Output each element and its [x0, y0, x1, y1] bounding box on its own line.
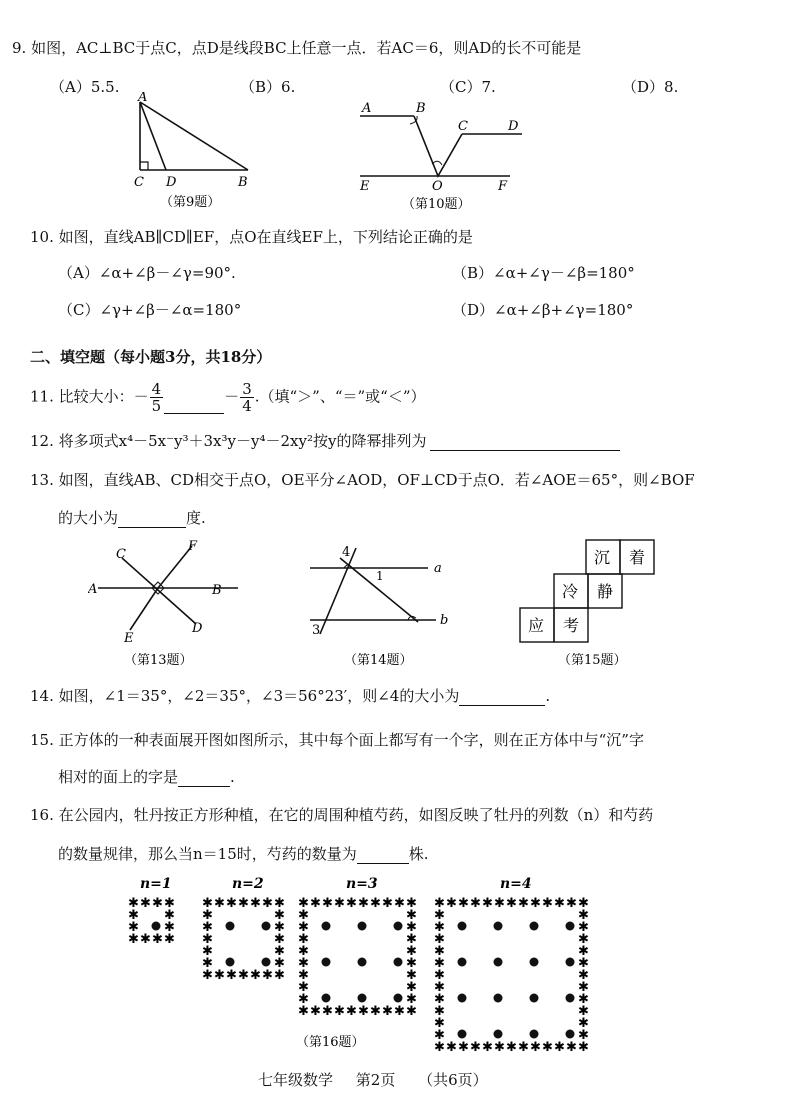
shaoyao-mark: ✱: [406, 932, 417, 947]
q14: [30, 685, 550, 706]
q16-line1: 16. 在公园内，牡丹按正方形种植，在它的周围种植芍药，如图反映了牡丹的列数（n）和芍药: [30, 806, 654, 824]
q10-option-b: （B）∠α+∠γ－∠β=180°: [452, 264, 635, 282]
shaoyao-mark: ✱: [406, 1004, 417, 1019]
mudan-dot: [530, 994, 539, 1003]
q9-label-b: B: [238, 175, 248, 190]
q14-caption: （第14题）: [344, 653, 413, 668]
q15-line2: [58, 766, 235, 787]
mudan-dot: [566, 958, 575, 967]
shaoyao-mark: ✱: [578, 920, 589, 935]
page-footer: [258, 1069, 488, 1090]
shaoyao-mark: ✱: [238, 896, 249, 911]
shaoyao-mark: ✱: [202, 920, 213, 935]
shaoyao-mark: ✱: [494, 1040, 505, 1052]
shaoyao-mark: ✱: [310, 896, 321, 911]
shaoyao-mark: ✱: [298, 992, 309, 1007]
q10-label-o: O: [432, 179, 443, 194]
shaoyao-mark: ✱: [458, 1040, 469, 1052]
shaoyao-mark: ✱: [358, 1004, 369, 1019]
shaoyao-mark: ✱: [566, 1040, 577, 1052]
shaoyao-mark: ✱: [406, 908, 417, 923]
mudan-dot: [566, 922, 575, 931]
q14-label-3: 3: [312, 623, 321, 638]
shaoyao-mark: ✱: [578, 980, 589, 995]
shaoyao-mark: ✱: [202, 932, 213, 947]
mudan-dot: [494, 994, 503, 1003]
q10-option-a: （A）∠α+∠β－∠γ=90°.: [58, 264, 236, 282]
q11-answer-blank[interactable]: [164, 399, 224, 414]
shaoyao-mark: ✱: [152, 932, 163, 947]
q15-line2-prefix: 相对的面上的字是: [58, 768, 179, 786]
shaoyao-mark: ✱: [152, 896, 163, 911]
shaoyao-mark: ✱: [494, 896, 505, 911]
q14-label-1: 1: [376, 569, 384, 583]
shaoyao-mark: ✱: [262, 896, 273, 911]
q10-label-c: C: [458, 119, 468, 134]
q10-label-b: B: [416, 101, 426, 116]
q16-caption: （第16题）: [296, 1035, 365, 1050]
q10-label-f: F: [498, 179, 508, 194]
shaoyao-mark: ✱: [274, 944, 285, 959]
shaoyao-mark: ✱: [506, 1040, 517, 1052]
q15-face-chen: 沉: [594, 548, 611, 567]
shaoyao-mark: ✱: [434, 1040, 445, 1052]
q13-label-d: D: [192, 621, 203, 636]
shaoyao-mark: ✱: [542, 896, 553, 911]
q15-face-leng: 冷: [562, 582, 579, 601]
q10-stem: 10. 如图，直线AB∥CD∥EF，点O在直线EF上，下列结论正确的是: [30, 228, 473, 246]
shaoyao-mark: ✱: [482, 896, 493, 911]
footer-subject: 七年级数学: [258, 1071, 334, 1089]
shaoyao-mark: ✱: [310, 1004, 321, 1019]
q14-label-4: 4: [342, 545, 351, 560]
shaoyao-mark: ✱: [518, 1040, 529, 1052]
mudan-dot: [458, 994, 467, 1003]
mudan-dot: [458, 958, 467, 967]
q13-label-c: C: [116, 547, 126, 562]
shaoyao-mark: ✱: [434, 920, 445, 935]
q16-answer-blank[interactable]: [357, 849, 409, 864]
shaoyao-mark: ✱: [322, 896, 333, 911]
q9-label-d: D: [166, 175, 177, 190]
q10-label-a: A: [362, 101, 372, 116]
shaoyao-mark: ✱: [214, 896, 225, 911]
shaoyao-mark: ✱: [434, 980, 445, 995]
shaoyao-mark: ✱: [334, 896, 345, 911]
mudan-dot: [262, 958, 271, 967]
mudan-dot: [322, 958, 331, 967]
q9-option-d: （D）8.: [622, 78, 679, 96]
q13-line2: [58, 507, 206, 528]
shaoyao-mark: ✱: [298, 980, 309, 995]
shaoyao-mark: ✱: [434, 1028, 445, 1043]
shaoyao-mark: ✱: [578, 968, 589, 983]
shaoyao-mark: ✱: [434, 968, 445, 983]
q13-caption: （第13题）: [124, 653, 193, 668]
mudan-dot: [494, 1030, 503, 1039]
shaoyao-mark: ✱: [406, 896, 417, 911]
shaoyao-mark: ✱: [578, 992, 589, 1007]
q16-line2-suffix: 株.: [408, 845, 429, 863]
mudan-dot: [226, 958, 235, 967]
q15-caption: （第15题）: [558, 653, 627, 668]
shaoyao-mark: ✱: [434, 944, 445, 959]
shaoyao-mark: ✱: [554, 1040, 565, 1052]
shaoyao-mark: ✱: [578, 1016, 589, 1031]
shaoyao-mark: ✱: [530, 896, 541, 911]
q15-line2-suffix: .: [230, 768, 235, 786]
q11-prefix: 11. 比较大小：－: [30, 387, 149, 406]
q14-text: 14. 如图，∠1＝35°，∠2＝35°，∠3＝56°23′，则∠4的大小为: [30, 687, 460, 705]
q10-option-d: （D）∠α+∠β+∠γ=180°: [452, 301, 634, 319]
shaoyao-mark: ✱: [346, 896, 357, 911]
q13-figure: [88, 536, 248, 668]
q15-line1: 15. 正方体的一种表面展开图如图所示，其中每个面上都写有一个字，则在正方体中与“沉”字: [30, 731, 644, 749]
q12: [30, 430, 620, 451]
q11-fraction-1: $\frac{4}{5}$: [151, 380, 162, 415]
shaoyao-mark: ✱: [202, 908, 213, 923]
q13-line2-prefix: 的大小为: [58, 509, 119, 527]
shaoyao-mark: ✱: [578, 1004, 589, 1019]
shaoyao-mark: ✱: [446, 896, 457, 911]
shaoyao-mark: ✱: [406, 968, 417, 983]
shaoyao-mark: ✱: [298, 908, 309, 923]
q15-face-jing: 静: [597, 582, 614, 601]
shaoyao-mark: ✱: [164, 920, 175, 935]
mudan-dot: [358, 958, 367, 967]
shaoyao-mark: ✱: [140, 932, 151, 947]
shaoyao-mark: ✱: [298, 1004, 309, 1019]
q14-figure: [300, 540, 460, 668]
shaoyao-mark: ✱: [164, 908, 175, 923]
q15-face-zhe: 着: [629, 548, 646, 567]
shaoyao-mark: ✱: [482, 1040, 493, 1052]
q11-suffix: .（填“＞”、“＝”或“＜”）: [254, 387, 426, 406]
shaoyao-mark: ✱: [274, 908, 285, 923]
q9-option-c: （C）7.: [440, 78, 496, 96]
q10-option-c: （C）∠γ+∠β－∠α=180°: [58, 301, 242, 319]
q9-label-a: A: [138, 92, 148, 105]
mudan-dot: [394, 994, 403, 1003]
shaoyao-mark: ✱: [226, 968, 237, 983]
shaoyao-mark: ✱: [394, 896, 405, 911]
shaoyao-mark: ✱: [334, 1004, 345, 1019]
q9-figure: [120, 92, 270, 214]
mudan-dot: [458, 1030, 467, 1039]
shaoyao-mark: ✱: [578, 944, 589, 959]
mudan-dot: [394, 958, 403, 967]
mudan-dot: [566, 1030, 575, 1039]
q14-label-b: b: [440, 613, 449, 628]
shaoyao-mark: ✱: [274, 932, 285, 947]
shaoyao-mark: ✱: [250, 896, 261, 911]
q12-answer-blank[interactable]: [430, 436, 620, 451]
q14-answer-blank[interactable]: [459, 691, 545, 706]
mudan-dot: [358, 922, 367, 931]
shaoyao-mark: ✱: [202, 956, 213, 971]
shaoyao-mark: ✱: [238, 968, 249, 983]
shaoyao-mark: ✱: [518, 896, 529, 911]
q15-face-kao: 考: [563, 616, 580, 635]
mudan-dot: [322, 994, 331, 1003]
q16-line2: [58, 843, 429, 864]
q16-line2-prefix: 的数量规律，那么当n＝15时，芍药的数量为: [58, 845, 357, 863]
shaoyao-mark: ✱: [298, 944, 309, 959]
shaoyao-mark: ✱: [406, 944, 417, 959]
footer-page: 第2页: [355, 1071, 396, 1089]
shaoyao-mark: ✱: [458, 896, 469, 911]
shaoyao-mark: ✱: [370, 896, 381, 911]
mudan-dot: [494, 922, 503, 931]
shaoyao-mark: ✱: [274, 968, 285, 983]
shaoyao-mark: ✱: [164, 932, 175, 947]
q9-stem: 9. 如图，AC⊥BC于点C，点D是线段BC上任意一点．若AC＝6，则AD的长不可能是: [12, 39, 582, 57]
shaoyao-mark: ✱: [128, 896, 139, 911]
shaoyao-mark: ✱: [128, 932, 139, 947]
q16-panel-label: n=2: [232, 876, 264, 892]
shaoyao-mark: ✱: [578, 932, 589, 947]
q13-label-f: F: [188, 539, 198, 554]
shaoyao-mark: ✱: [370, 1004, 381, 1019]
mudan-dot: [394, 922, 403, 931]
q14-suffix: .: [545, 687, 551, 705]
q11-fraction-2: $\frac{3}{4}$: [242, 380, 252, 415]
shaoyao-mark: ✱: [578, 908, 589, 923]
q11: [30, 381, 426, 414]
section-title-fill-in: 二、填空题（每小题3分，共18分）: [30, 348, 272, 366]
q10-label-d: D: [508, 119, 519, 134]
q13-line2-suffix: 度.: [186, 509, 206, 527]
shaoyao-mark: ✱: [470, 896, 481, 911]
q9-option-b: （B）6.: [240, 78, 296, 96]
shaoyao-mark: ✱: [298, 968, 309, 983]
q13-label-e: E: [124, 631, 134, 646]
shaoyao-mark: ✱: [406, 956, 417, 971]
shaoyao-mark: ✱: [164, 896, 175, 911]
shaoyao-mark: ✱: [382, 896, 393, 911]
shaoyao-mark: ✱: [506, 896, 517, 911]
mudan-dot: [530, 1030, 539, 1039]
shaoyao-mark: ✱: [274, 896, 285, 911]
q15-figure: [516, 536, 686, 668]
q16-panel-label: n=4: [500, 876, 532, 892]
shaoyao-mark: ✱: [128, 920, 139, 935]
shaoyao-mark: ✱: [530, 1040, 541, 1052]
shaoyao-mark: ✱: [434, 1016, 445, 1031]
shaoyao-mark: ✱: [578, 1040, 589, 1052]
mudan-dot: [530, 922, 539, 931]
q11-mid: －: [224, 387, 240, 406]
q15-answer-blank[interactable]: [178, 772, 230, 787]
q9-label-c: C: [134, 175, 144, 190]
q10-label-e: E: [360, 179, 370, 194]
shaoyao-mark: ✱: [346, 1004, 357, 1019]
q9-caption: （第9题）: [160, 195, 221, 210]
shaoyao-mark: ✱: [470, 1040, 481, 1052]
q13-answer-blank[interactable]: [118, 513, 186, 528]
mudan-dot: [358, 994, 367, 1003]
shaoyao-mark: ✱: [578, 1028, 589, 1043]
shaoyao-mark: ✱: [406, 920, 417, 935]
shaoyao-mark: ✱: [554, 896, 565, 911]
shaoyao-mark: ✱: [274, 920, 285, 935]
shaoyao-mark: ✱: [434, 908, 445, 923]
shaoyao-mark: ✱: [434, 932, 445, 947]
shaoyao-mark: ✱: [434, 896, 445, 911]
q15-face-ying: 应: [528, 616, 545, 635]
shaoyao-mark: ✱: [250, 968, 261, 983]
shaoyao-mark: ✱: [298, 920, 309, 935]
shaoyao-mark: ✱: [434, 1004, 445, 1019]
mudan-dot: [494, 958, 503, 967]
shaoyao-mark: ✱: [226, 896, 237, 911]
q13-line1: 13. 如图，直线AB、CD相交于点O，OE平分∠AOD，OF⊥CD于点O．若∠AOE＝65°，则∠BOF: [30, 471, 695, 489]
shaoyao-mark: ✱: [406, 980, 417, 995]
q10-figure: [352, 96, 532, 218]
q16-panel-label: n=1: [140, 876, 172, 892]
footer-total: （共6页）: [418, 1071, 488, 1089]
shaoyao-mark: ✱: [578, 896, 589, 911]
mudan-dot: [458, 922, 467, 931]
q16-panel-label: n=3: [346, 876, 378, 892]
q9-option-a: （A）5.5.: [50, 78, 120, 96]
shaoyao-mark: ✱: [298, 956, 309, 971]
mudan-dot: [262, 922, 271, 931]
shaoyao-mark: ✱: [274, 956, 285, 971]
shaoyao-mark: ✱: [202, 968, 213, 983]
q13-label-b: B: [212, 583, 222, 598]
shaoyao-mark: ✱: [382, 1004, 393, 1019]
shaoyao-mark: ✱: [298, 932, 309, 947]
shaoyao-mark: ✱: [322, 1004, 333, 1019]
shaoyao-mark: ✱: [202, 944, 213, 959]
mudan-dot: [226, 922, 235, 931]
shaoyao-mark: ✱: [140, 896, 151, 911]
shaoyao-mark: ✱: [434, 992, 445, 1007]
shaoyao-mark: ✱: [578, 956, 589, 971]
shaoyao-mark: ✱: [128, 908, 139, 923]
shaoyao-mark: ✱: [262, 968, 273, 983]
shaoyao-mark: ✱: [434, 956, 445, 971]
mudan-dot: [566, 994, 575, 1003]
shaoyao-mark: ✱: [446, 1040, 457, 1052]
q16-figure: [120, 872, 590, 1052]
shaoyao-mark: ✱: [214, 968, 225, 983]
shaoyao-mark: ✱: [394, 1004, 405, 1019]
q10-caption: （第10题）: [402, 197, 471, 212]
q12-text: 12. 将多项式x⁴－5x⁻y³＋3x³y－y⁴－2xy²按y的降幂排列为: [30, 432, 427, 450]
mudan-dot: [322, 922, 331, 931]
shaoyao-mark: ✱: [542, 1040, 553, 1052]
shaoyao-mark: ✱: [566, 896, 577, 911]
shaoyao-mark: ✱: [406, 992, 417, 1007]
mudan-dot: [152, 922, 161, 931]
shaoyao-mark: ✱: [358, 896, 369, 911]
mudan-dot: [530, 958, 539, 967]
shaoyao-mark: ✱: [202, 896, 213, 911]
shaoyao-mark: ✱: [298, 896, 309, 911]
q13-label-a: A: [88, 582, 98, 597]
q14-label-a: a: [434, 561, 442, 576]
